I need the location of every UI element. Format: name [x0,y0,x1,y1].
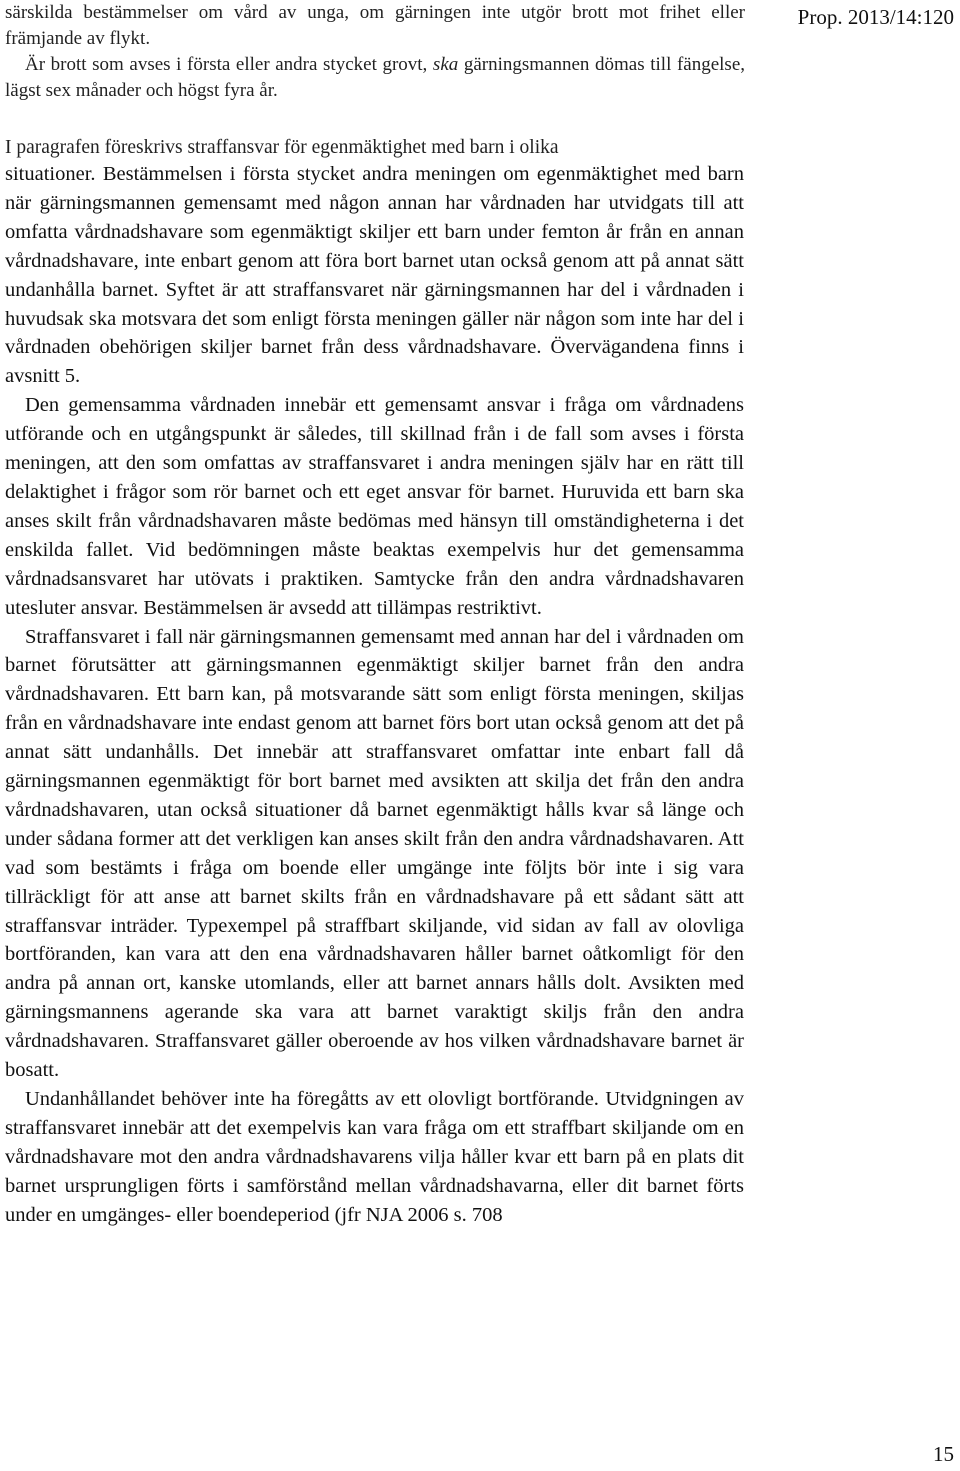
document-reference: Prop. 2013/14:120 [797,5,954,29]
statute-para2-emphasis: ska [432,54,459,75]
statute-para2-start: Är brott som avses i första eller andra stycket grovt, [25,54,433,75]
commentary-lead-line: I paragrafen föreskrivs straffansvar för egenmäktighet med barn i olika [5,137,559,158]
statute-line-1: särskilda bestämmelser om vård av unga, om gärningen inte utgör brott mot frihet eller främjande av flykt. [5,2,745,49]
page-number: 15 [933,1442,954,1466]
statute-paragraph-2 [5,52,745,104]
statute-text [5,0,745,161]
commentary-body [5,160,744,1230]
commentary-paragraph-2: Den gemensamma vårdnaden innebär ett gemensamt ansvar i fråga om vårdnadens utförande och en utgångspunkt är således, till skillnad från i de fall som avses i första meningen, att den som omfattas av straffansvaret i andra meningen själv har en rätt till delaktighet i frågor som rör barnet och ett eget ansvar för barnet. Huruvida ett barn ska anses skilt från vårdnadshavaren måste bedömas med hänsyn till omständigheterna i det enskilda fallet. Vid bedömningen måste beaktas exempelvis hur det gemensamma vårdnadsansvaret har utövats i praktiken. Samtycke från den andra vårdnadshavaren utesluter ansvar. Bestämmelsen är avsedd att tillämpas restriktivt. [5,394,744,619]
statute-para2-end: gärningsmannen dömas till fängelse, lägst sex månader och högst fyra år. [5,54,745,101]
commentary-paragraph-3: Straffansvaret i fall när gärningsmannen gemensamt med annan har del i vårdnaden om barnet förutsätter att gärningsmannen egenmäktigt skiljer barnet från den andra vårdnadshavaren. Ett barn kan, på motsvarande sätt som enligt första meningen, skiljas från en vårdnadshavare inte endast genom att barnet förs bort utan också genom att det på annat sätt undanhålls. Det innebär att straffansvaret omfattar inte enbart fall då gärningsmannen egenmäktigt för bort barnet med avsikten att skilja det från den andra vårdnadshavaren, utan också situationer då barnet egenmäktigt hålls kvar så länge och under sådana former att det verkligen kan anses skilt från den andra vårdnadshavaren. Att vad som bestämts i fråga om boende eller umgänge inte följts bör inte i sig vara tillräckligt för att anse att barnet skilts från en vårdnadshavare på ett sådant sätt att straffansvar inträder. Typexempel på straffbart skiljande, vid sidan av fall av olovliga bortföranden, kan vara att den ena vårdnadshavaren håller barnet oåtkomligt för den andra på annan ort, kanske utomlands, eller att barnet annars hålls dolt. Avsikten med gärningsmannens agerande ska vara att barnet varaktigt skiljs från den andra vårdnadshavaren. Straffansvaret gäller oberoende av hos vilken vårdnadshavare barnet är bosatt. [5,625,744,1082]
commentary-paragraph-1: situationer. Bestämmelsen i första stycket andra meningen om egenmäktighet med barn när gärningsmannen gemensamt med någon annan har vårdnaden har utvidgats till att omfatta vårdnadshavare som egenmäktigt skiljer ett barn under femton år från en annan vårdnadshavare, inte enbart genom att föra bort barnet utan också genom att på annat sätt undanhålla barnet. Syftet är att straffansvaret när gärningsmannen har del i vårdnaden i huvudsak ska motsvara det som enligt första meningen gäller när någon som inte har del i vårdnaden obehörigen skiljer barnet från dess vårdnadshavare. Övervägandena finns i avsnitt 5. [5,163,744,388]
section-spacer [5,104,745,135]
commentary-paragraph-4: Undanhållandet behöver inte ha föregåtts av ett olovligt bortförande. Utvidgningen av straffansvaret innebär att det exempelvis kan vara fråga om ett straffbart skiljande om en vårdnadshavare mot den andra vårdnadshavarens vilja håller kvar ett barn på en plats dit barnet ursprungligen förts i samförstånd mellan vårdnadshavarna, eller dit barnet förts under en umgänges- eller boendeperiod (jfr NJA 2006 s. 708 [5,1088,744,1226]
